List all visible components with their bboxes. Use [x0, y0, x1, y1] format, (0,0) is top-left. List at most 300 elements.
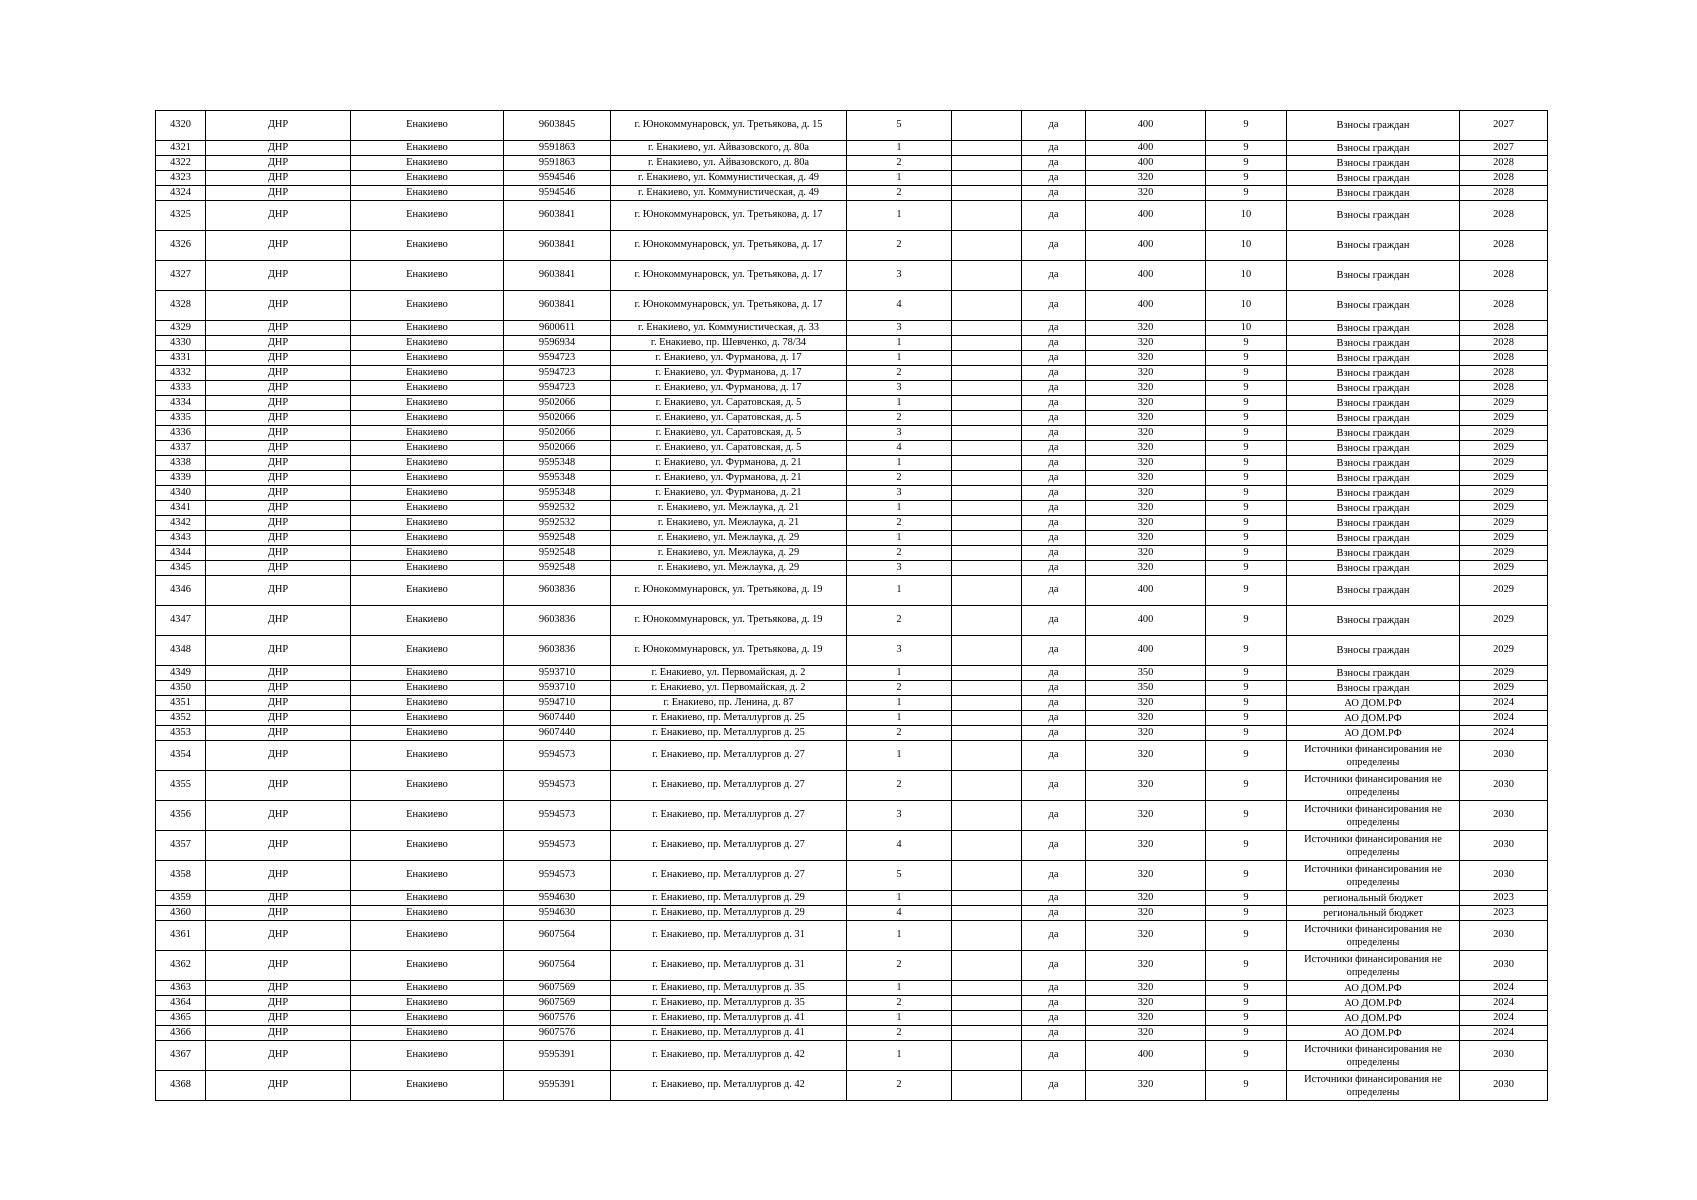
address-cell: г. Енакиево, пр. Металлургов д. 27 — [611, 741, 847, 771]
funding-source-cell: Взносы граждан — [1287, 381, 1460, 396]
year-cell: 2029 — [1460, 516, 1548, 531]
load-capacity-cell: 400 — [1086, 261, 1206, 291]
floors-cell: 9 — [1206, 1026, 1287, 1041]
floors-cell: 9 — [1206, 411, 1287, 426]
funding-source-cell: АО ДОМ.РФ — [1287, 1011, 1460, 1026]
address-cell: г. Енакиево, пр. Металлургов д. 25 — [611, 726, 847, 741]
blank-cell — [952, 351, 1022, 366]
address-cell: г. Енакиево, пр. Металлургов д. 27 — [611, 771, 847, 801]
row-number-cell: 4337 — [156, 441, 206, 456]
load-capacity-cell: 320 — [1086, 366, 1206, 381]
address-cell: г. Енакиево, ул. Коммунистическая, д. 49 — [611, 171, 847, 186]
flag-cell: да — [1022, 606, 1086, 636]
table-row — [156, 861, 1548, 891]
table-row — [156, 1011, 1548, 1026]
municipality-cell: Енакиево — [351, 516, 504, 531]
flag-cell: да — [1022, 831, 1086, 861]
year-cell: 2028 — [1460, 231, 1548, 261]
house-code-cell: 9596934 — [504, 336, 611, 351]
year-cell: 2029 — [1460, 426, 1548, 441]
floors-cell: 9 — [1206, 861, 1287, 891]
address-cell: г. Енакиево, ул. Саратовская, д. 5 — [611, 426, 847, 441]
floors-cell: 9 — [1206, 606, 1287, 636]
blank-cell — [952, 141, 1022, 156]
blank-cell — [952, 156, 1022, 171]
table-row — [156, 111, 1548, 141]
year-cell: 2027 — [1460, 111, 1548, 141]
floors-cell: 10 — [1206, 201, 1287, 231]
year-cell: 2024 — [1460, 696, 1548, 711]
table-row — [156, 561, 1548, 576]
house-code-cell: 9603841 — [504, 261, 611, 291]
flag-cell: да — [1022, 546, 1086, 561]
funding-source-cell: Взносы граждан — [1287, 561, 1460, 576]
load-capacity-cell: 320 — [1086, 951, 1206, 981]
region-cell: ДНР — [206, 891, 351, 906]
load-capacity-cell: 320 — [1086, 981, 1206, 996]
municipality-cell: Енакиево — [351, 561, 504, 576]
region-cell: ДНР — [206, 951, 351, 981]
funding-source-cell: Взносы граждан — [1287, 636, 1460, 666]
table-row — [156, 801, 1548, 831]
load-capacity-cell: 400 — [1086, 111, 1206, 141]
house-code-cell: 9502066 — [504, 426, 611, 441]
address-cell: г. Енакиево, пр. Металлургов д. 31 — [611, 951, 847, 981]
address-cell: г. Енакиево, ул. Фурманова, д. 21 — [611, 486, 847, 501]
house-code-cell: 9594546 — [504, 171, 611, 186]
entrance-cell: 2 — [847, 996, 952, 1011]
municipality-cell: Енакиево — [351, 576, 504, 606]
house-code-cell: 9592548 — [504, 531, 611, 546]
house-code-cell: 9603836 — [504, 606, 611, 636]
flag-cell: да — [1022, 441, 1086, 456]
flag-cell: да — [1022, 111, 1086, 141]
flag-cell: да — [1022, 996, 1086, 1011]
entrance-cell: 2 — [847, 411, 952, 426]
floors-cell: 9 — [1206, 891, 1287, 906]
municipality-cell: Енакиево — [351, 456, 504, 471]
table-row — [156, 396, 1548, 411]
municipality-cell: Енакиево — [351, 336, 504, 351]
region-cell: ДНР — [206, 456, 351, 471]
address-cell: г. Енакиево, ул. Саратовская, д. 5 — [611, 411, 847, 426]
year-cell: 2024 — [1460, 1011, 1548, 1026]
row-number-cell: 4323 — [156, 171, 206, 186]
blank-cell — [952, 426, 1022, 441]
year-cell: 2030 — [1460, 771, 1548, 801]
year-cell: 2024 — [1460, 726, 1548, 741]
year-cell: 2029 — [1460, 411, 1548, 426]
load-capacity-cell: 320 — [1086, 996, 1206, 1011]
region-cell: ДНР — [206, 186, 351, 201]
address-cell: г. Енакиево, пр. Металлургов д. 25 — [611, 711, 847, 726]
region-cell: ДНР — [206, 531, 351, 546]
entrance-cell: 4 — [847, 831, 952, 861]
blank-cell — [952, 471, 1022, 486]
flag-cell: да — [1022, 1041, 1086, 1071]
year-cell: 2028 — [1460, 261, 1548, 291]
municipality-cell: Енакиево — [351, 171, 504, 186]
entrance-cell: 1 — [847, 921, 952, 951]
floors-cell: 9 — [1206, 396, 1287, 411]
year-cell: 2029 — [1460, 681, 1548, 696]
year-cell: 2030 — [1460, 861, 1548, 891]
row-number-cell: 4353 — [156, 726, 206, 741]
floors-cell: 9 — [1206, 516, 1287, 531]
row-number-cell: 4328 — [156, 291, 206, 321]
funding-source-cell: Источники финансирования не определены — [1287, 771, 1460, 801]
municipality-cell: Енакиево — [351, 696, 504, 711]
row-number-cell: 4368 — [156, 1071, 206, 1101]
blank-cell — [952, 906, 1022, 921]
municipality-cell: Енакиево — [351, 381, 504, 396]
load-capacity-cell: 320 — [1086, 891, 1206, 906]
house-code-cell: 9607569 — [504, 996, 611, 1011]
floors-cell: 9 — [1206, 546, 1287, 561]
flag-cell: да — [1022, 666, 1086, 681]
house-code-cell: 9593710 — [504, 681, 611, 696]
entrance-cell: 2 — [847, 606, 952, 636]
table-row — [156, 891, 1548, 906]
load-capacity-cell: 400 — [1086, 291, 1206, 321]
address-cell: г. Енакиево, пр. Шевченко, д. 78/34 — [611, 336, 847, 351]
table-row — [156, 726, 1548, 741]
region-cell: ДНР — [206, 861, 351, 891]
row-number-cell: 4346 — [156, 576, 206, 606]
table-row — [156, 996, 1548, 1011]
funding-source-cell: Взносы граждан — [1287, 321, 1460, 336]
year-cell: 2030 — [1460, 831, 1548, 861]
table-row — [156, 351, 1548, 366]
entrance-cell: 1 — [847, 981, 952, 996]
entrance-cell: 2 — [847, 516, 952, 531]
municipality-cell: Енакиево — [351, 861, 504, 891]
blank-cell — [952, 171, 1022, 186]
region-cell: ДНР — [206, 156, 351, 171]
funding-source-cell: Взносы граждан — [1287, 546, 1460, 561]
floors-cell: 9 — [1206, 111, 1287, 141]
funding-source-cell: Источники финансирования не определены — [1287, 921, 1460, 951]
funding-source-cell: АО ДОМ.РФ — [1287, 696, 1460, 711]
address-cell: г. Юнокоммунаровск, ул. Третьякова, д. 15 — [611, 111, 847, 141]
load-capacity-cell: 400 — [1086, 156, 1206, 171]
funding-source-cell: Взносы граждан — [1287, 426, 1460, 441]
house-code-cell: 9592532 — [504, 501, 611, 516]
entrance-cell: 2 — [847, 1026, 952, 1041]
house-code-cell: 9592532 — [504, 516, 611, 531]
row-number-cell: 4359 — [156, 891, 206, 906]
municipality-cell: Енакиево — [351, 261, 504, 291]
flag-cell: да — [1022, 411, 1086, 426]
entrance-cell: 1 — [847, 576, 952, 606]
row-number-cell: 4326 — [156, 231, 206, 261]
address-cell: г. Енакиево, пр. Металлургов д. 35 — [611, 996, 847, 1011]
entrance-cell: 3 — [847, 381, 952, 396]
entrance-cell: 2 — [847, 1071, 952, 1101]
blank-cell — [952, 201, 1022, 231]
table-row — [156, 336, 1548, 351]
year-cell: 2028 — [1460, 201, 1548, 231]
year-cell: 2030 — [1460, 921, 1548, 951]
floors-cell: 9 — [1206, 156, 1287, 171]
load-capacity-cell: 320 — [1086, 696, 1206, 711]
funding-source-cell: Источники финансирования не определены — [1287, 1041, 1460, 1071]
row-number-cell: 4322 — [156, 156, 206, 171]
year-cell: 2029 — [1460, 606, 1548, 636]
funding-source-cell: Источники финансирования не определены — [1287, 801, 1460, 831]
house-code-cell: 9592548 — [504, 561, 611, 576]
address-cell: г. Енакиево, ул. Айвазовского, д. 80а — [611, 156, 847, 171]
load-capacity-cell: 320 — [1086, 771, 1206, 801]
flag-cell: да — [1022, 351, 1086, 366]
flag-cell: да — [1022, 366, 1086, 381]
blank-cell — [952, 516, 1022, 531]
region-cell: ДНР — [206, 426, 351, 441]
row-number-cell: 4342 — [156, 516, 206, 531]
blank-cell — [952, 921, 1022, 951]
year-cell: 2029 — [1460, 441, 1548, 456]
blank-cell — [952, 636, 1022, 666]
load-capacity-cell: 320 — [1086, 411, 1206, 426]
house-code-cell: 9594573 — [504, 801, 611, 831]
region-cell: ДНР — [206, 201, 351, 231]
blank-cell — [952, 681, 1022, 696]
flag-cell: да — [1022, 561, 1086, 576]
floors-cell: 9 — [1206, 921, 1287, 951]
entrance-cell: 2 — [847, 951, 952, 981]
flag-cell: да — [1022, 711, 1086, 726]
house-code-cell: 9594573 — [504, 831, 611, 861]
municipality-cell: Енакиево — [351, 441, 504, 456]
address-cell: г. Енакиево, пр. Металлургов д. 35 — [611, 981, 847, 996]
flag-cell: да — [1022, 156, 1086, 171]
region-cell: ДНР — [206, 666, 351, 681]
row-number-cell: 4321 — [156, 141, 206, 156]
flag-cell: да — [1022, 141, 1086, 156]
flag-cell: да — [1022, 201, 1086, 231]
blank-cell — [952, 711, 1022, 726]
address-cell: г. Енакиево, ул. Айвазовского, д. 80а — [611, 141, 847, 156]
flag-cell: да — [1022, 1026, 1086, 1041]
floors-cell: 9 — [1206, 636, 1287, 666]
region-cell: ДНР — [206, 606, 351, 636]
flag-cell: да — [1022, 336, 1086, 351]
load-capacity-cell: 320 — [1086, 831, 1206, 861]
flag-cell: да — [1022, 696, 1086, 711]
region-cell: ДНР — [206, 576, 351, 606]
table-row — [156, 696, 1548, 711]
municipality-cell: Енакиево — [351, 981, 504, 996]
house-code-cell: 9594630 — [504, 891, 611, 906]
row-number-cell: 4363 — [156, 981, 206, 996]
row-number-cell: 4357 — [156, 831, 206, 861]
row-number-cell: 4350 — [156, 681, 206, 696]
region-cell: ДНР — [206, 351, 351, 366]
address-cell: г. Енакиево, ул. Саратовская, д. 5 — [611, 441, 847, 456]
table-row — [156, 921, 1548, 951]
house-code-cell: 9595391 — [504, 1071, 611, 1101]
municipality-cell: Енакиево — [351, 801, 504, 831]
entrance-cell: 1 — [847, 501, 952, 516]
address-cell: г. Енакиево, ул. Фурманова, д. 17 — [611, 351, 847, 366]
table-row — [156, 666, 1548, 681]
table-row — [156, 366, 1548, 381]
row-number-cell: 4324 — [156, 186, 206, 201]
house-code-cell: 9595348 — [504, 486, 611, 501]
load-capacity-cell: 320 — [1086, 321, 1206, 336]
funding-source-cell: АО ДОМ.РФ — [1287, 711, 1460, 726]
municipality-cell: Енакиево — [351, 951, 504, 981]
year-cell: 2029 — [1460, 546, 1548, 561]
table-row — [156, 831, 1548, 861]
entrance-cell: 1 — [847, 531, 952, 546]
entrance-cell: 1 — [847, 351, 952, 366]
table-row — [156, 171, 1548, 186]
load-capacity-cell: 320 — [1086, 426, 1206, 441]
floors-cell: 9 — [1206, 1011, 1287, 1026]
flag-cell: да — [1022, 231, 1086, 261]
funding-source-cell: региональный бюджет — [1287, 906, 1460, 921]
flag-cell: да — [1022, 861, 1086, 891]
entrance-cell: 1 — [847, 711, 952, 726]
entrance-cell: 2 — [847, 366, 952, 381]
table-row — [156, 471, 1548, 486]
row-number-cell: 4332 — [156, 366, 206, 381]
floors-cell: 10 — [1206, 291, 1287, 321]
address-cell: г. Енакиево, пр. Металлургов д. 29 — [611, 906, 847, 921]
flag-cell: да — [1022, 771, 1086, 801]
address-cell: г. Енакиево, пр. Металлургов д. 29 — [611, 891, 847, 906]
load-capacity-cell: 320 — [1086, 726, 1206, 741]
entrance-cell: 1 — [847, 171, 952, 186]
municipality-cell: Енакиево — [351, 111, 504, 141]
blank-cell — [952, 741, 1022, 771]
house-code-cell: 9592548 — [504, 546, 611, 561]
address-cell: г. Енакиево, ул. Коммунистическая, д. 49 — [611, 186, 847, 201]
load-capacity-cell: 320 — [1086, 1026, 1206, 1041]
load-capacity-cell: 320 — [1086, 906, 1206, 921]
load-capacity-cell: 320 — [1086, 921, 1206, 951]
year-cell: 2028 — [1460, 156, 1548, 171]
funding-source-cell: Взносы граждан — [1287, 291, 1460, 321]
entrance-cell: 1 — [847, 1041, 952, 1071]
entrance-cell: 1 — [847, 141, 952, 156]
floors-cell: 9 — [1206, 1041, 1287, 1071]
blank-cell — [952, 186, 1022, 201]
flag-cell: да — [1022, 396, 1086, 411]
address-cell: г. Енакиево, ул. Фурманова, д. 21 — [611, 456, 847, 471]
load-capacity-cell: 320 — [1086, 861, 1206, 891]
row-number-cell: 4364 — [156, 996, 206, 1011]
municipality-cell: Енакиево — [351, 231, 504, 261]
row-number-cell: 4360 — [156, 906, 206, 921]
table-row — [156, 771, 1548, 801]
year-cell: 2027 — [1460, 141, 1548, 156]
blank-cell — [952, 366, 1022, 381]
municipality-cell: Енакиево — [351, 201, 504, 231]
house-code-cell: 9595391 — [504, 1041, 611, 1071]
year-cell: 2028 — [1460, 336, 1548, 351]
year-cell: 2030 — [1460, 1071, 1548, 1101]
entrance-cell: 1 — [847, 666, 952, 681]
row-number-cell: 4345 — [156, 561, 206, 576]
municipality-cell: Енакиево — [351, 666, 504, 681]
floors-cell: 9 — [1206, 996, 1287, 1011]
address-cell: г. Енакиево, пр. Металлургов д. 41 — [611, 1026, 847, 1041]
municipality-cell: Енакиево — [351, 471, 504, 486]
flag-cell: да — [1022, 426, 1086, 441]
region-cell: ДНР — [206, 921, 351, 951]
house-code-cell: 9595348 — [504, 471, 611, 486]
flag-cell: да — [1022, 951, 1086, 981]
municipality-cell: Енакиево — [351, 156, 504, 171]
region-cell: ДНР — [206, 261, 351, 291]
year-cell: 2029 — [1460, 561, 1548, 576]
region-cell: ДНР — [206, 981, 351, 996]
floors-cell: 9 — [1206, 576, 1287, 606]
municipality-cell: Енакиево — [351, 1026, 504, 1041]
floors-cell: 9 — [1206, 531, 1287, 546]
region-cell: ДНР — [206, 1071, 351, 1101]
flag-cell: да — [1022, 501, 1086, 516]
funding-source-cell: Взносы граждан — [1287, 261, 1460, 291]
table-row — [156, 951, 1548, 981]
row-number-cell: 4351 — [156, 696, 206, 711]
floors-cell: 9 — [1206, 366, 1287, 381]
funding-source-cell: АО ДОМ.РФ — [1287, 726, 1460, 741]
address-cell: г. Енакиево, ул. Межлаука, д. 29 — [611, 546, 847, 561]
row-number-cell: 4333 — [156, 381, 206, 396]
entrance-cell: 1 — [847, 456, 952, 471]
house-code-cell: 9594630 — [504, 906, 611, 921]
row-number-cell: 4320 — [156, 111, 206, 141]
row-number-cell: 4344 — [156, 546, 206, 561]
floors-cell: 9 — [1206, 471, 1287, 486]
load-capacity-cell: 400 — [1086, 576, 1206, 606]
row-number-cell: 4348 — [156, 636, 206, 666]
address-cell: г. Енакиево, ул. Фурманова, д. 17 — [611, 381, 847, 396]
floors-cell: 9 — [1206, 951, 1287, 981]
house-code-cell: 9607564 — [504, 921, 611, 951]
year-cell: 2030 — [1460, 801, 1548, 831]
table-row — [156, 186, 1548, 201]
blank-cell — [952, 831, 1022, 861]
table-row — [156, 441, 1548, 456]
region-cell: ДНР — [206, 441, 351, 456]
flag-cell: да — [1022, 321, 1086, 336]
municipality-cell: Енакиево — [351, 351, 504, 366]
municipality-cell: Енакиево — [351, 486, 504, 501]
municipality-cell: Енакиево — [351, 501, 504, 516]
funding-source-cell: Взносы граждан — [1287, 486, 1460, 501]
floors-cell: 9 — [1206, 441, 1287, 456]
blank-cell — [952, 1011, 1022, 1026]
funding-source-cell: Взносы граждан — [1287, 366, 1460, 381]
year-cell: 2024 — [1460, 711, 1548, 726]
blank-cell — [952, 291, 1022, 321]
flag-cell: да — [1022, 291, 1086, 321]
region-cell: ДНР — [206, 1011, 351, 1026]
register-sheet — [155, 110, 1547, 1101]
funding-source-cell: АО ДОМ.РФ — [1287, 996, 1460, 1011]
blank-cell — [952, 441, 1022, 456]
region-cell: ДНР — [206, 711, 351, 726]
house-code-cell: 9603845 — [504, 111, 611, 141]
flag-cell: да — [1022, 726, 1086, 741]
row-number-cell: 4349 — [156, 666, 206, 681]
entrance-cell: 2 — [847, 231, 952, 261]
region-cell: ДНР — [206, 1041, 351, 1071]
